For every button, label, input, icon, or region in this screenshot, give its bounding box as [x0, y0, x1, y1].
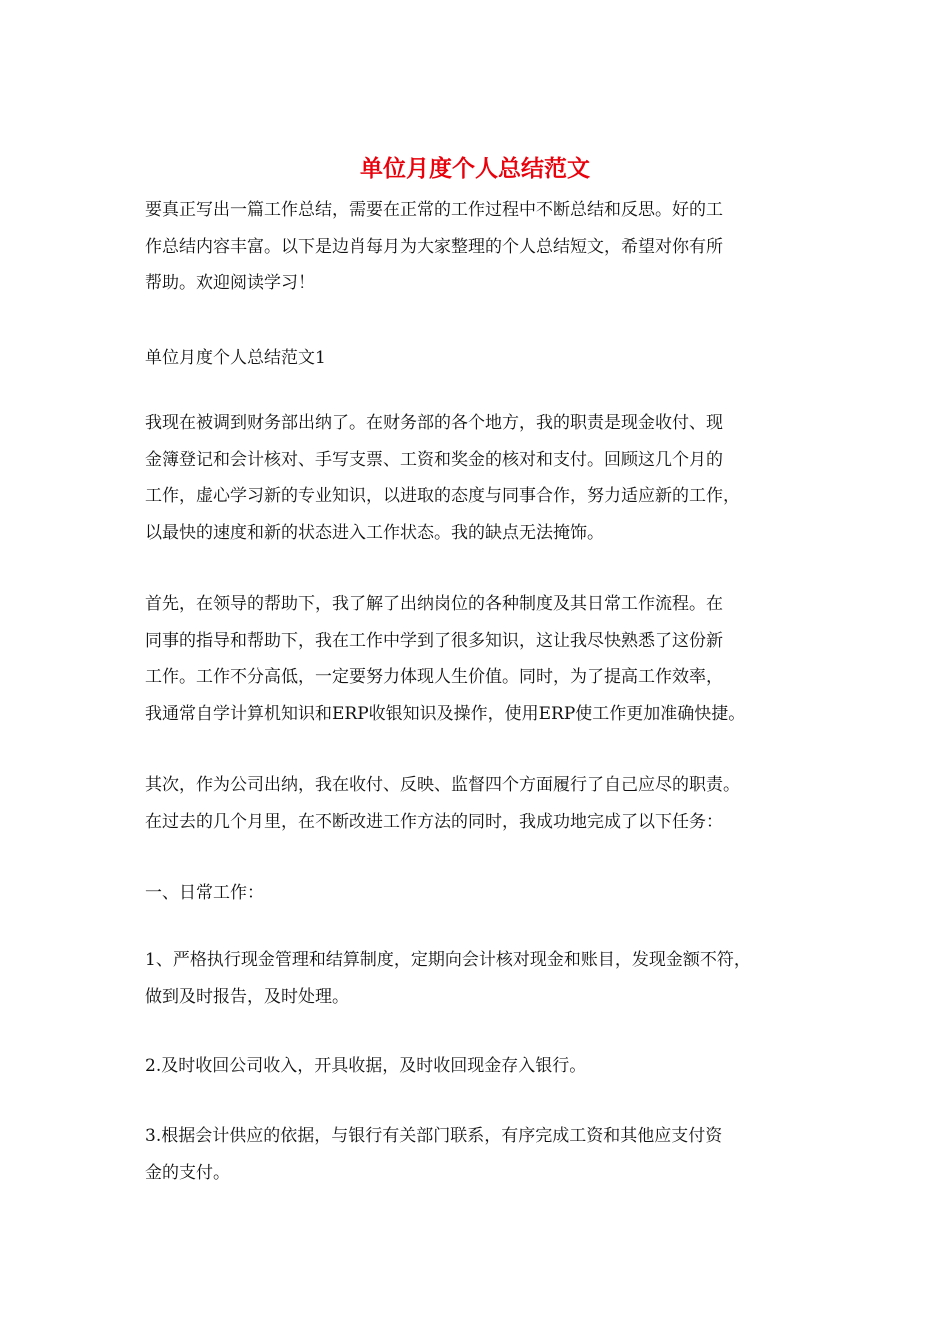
- paragraph-line: 我现在被调到财务部出纳了。在财务部的各个地方，我的职责是现金收付、现: [145, 413, 723, 433]
- intro-line: 帮助。欢迎阅读学习！: [145, 273, 315, 293]
- paragraph-line: 金簿登记和会计核对、手写支票、工资和奖金的核对和支付。回顾这几个月的: [145, 449, 723, 470]
- list-item-3: [145, 1118, 815, 1191]
- paragraph-line: 工作。工作不分高低，一定要努力体现人生价值。同时，为了提高工作效率，: [145, 667, 723, 687]
- list-heading: [145, 875, 815, 912]
- paragraph-line: 我通常自学计算机知识和ERP收银知识及操作，使用ERP使工作更加准确快捷。: [145, 703, 746, 724]
- paragraph-line: 以最快的速度和新的状态进入工作状态。我的缺点无法掩饰。: [145, 522, 604, 543]
- paragraph-line: 工作，虚心学习新的专业知识，以进取的态度与同事合作，努力适应新的工作，: [145, 486, 740, 506]
- list-item-line: 2.及时收回公司收入，开具收据，及时收回现金存入银行。: [145, 1056, 587, 1076]
- body-paragraph-1: [145, 405, 815, 551]
- list-item-2: [145, 1048, 815, 1085]
- paragraph-line: 首先，在领导的帮助下，我了解了出纳岗位的各种制度及其日常工作流程。在: [145, 594, 723, 614]
- paragraph-line: 在过去的几个月里，在不断改进工作方法的同时，我成功地完成了以下任务：: [145, 811, 723, 832]
- section-heading: [145, 340, 815, 377]
- body-paragraph-3: [145, 767, 815, 840]
- list-item-line: 3.根据会计供应的依据，与银行有关部门联系，有序完成工资和其他应支付资: [145, 1126, 723, 1146]
- paragraph-line: 同事的指导和帮助下，我在工作中学到了很多知识，这让我尽快熟悉了这份新: [145, 630, 723, 651]
- list-item-line: 1、严格执行现金管理和结算制度，定期向会计核对现金和账目，发现金额不符，: [145, 950, 751, 970]
- intro-line: 要真正写出一篇工作总结，需要在正常的工作过程中不断总结和反思。好的工: [145, 200, 723, 220]
- list-item-line: 做到及时报告，及时处理。: [145, 986, 349, 1007]
- body-paragraph-2: [145, 586, 815, 732]
- document-title: 单位月度个人总结范文: [360, 155, 590, 182]
- list-item-1: [145, 942, 815, 1015]
- paragraph-line: 其次，作为公司出纳，我在收付、反映、监督四个方面履行了自己应尽的职责。: [145, 775, 740, 795]
- list-item-line: 金的支付。: [145, 1162, 230, 1183]
- intro-line: 作总结内容丰富。以下是边肖每月为大家整理的个人总结短文，希望对你有所: [145, 236, 723, 257]
- list-heading-text: 一、日常工作：: [145, 883, 264, 903]
- intro-paragraph: [145, 192, 815, 302]
- section-heading-text: 单位月度个人总结范文1: [145, 348, 326, 368]
